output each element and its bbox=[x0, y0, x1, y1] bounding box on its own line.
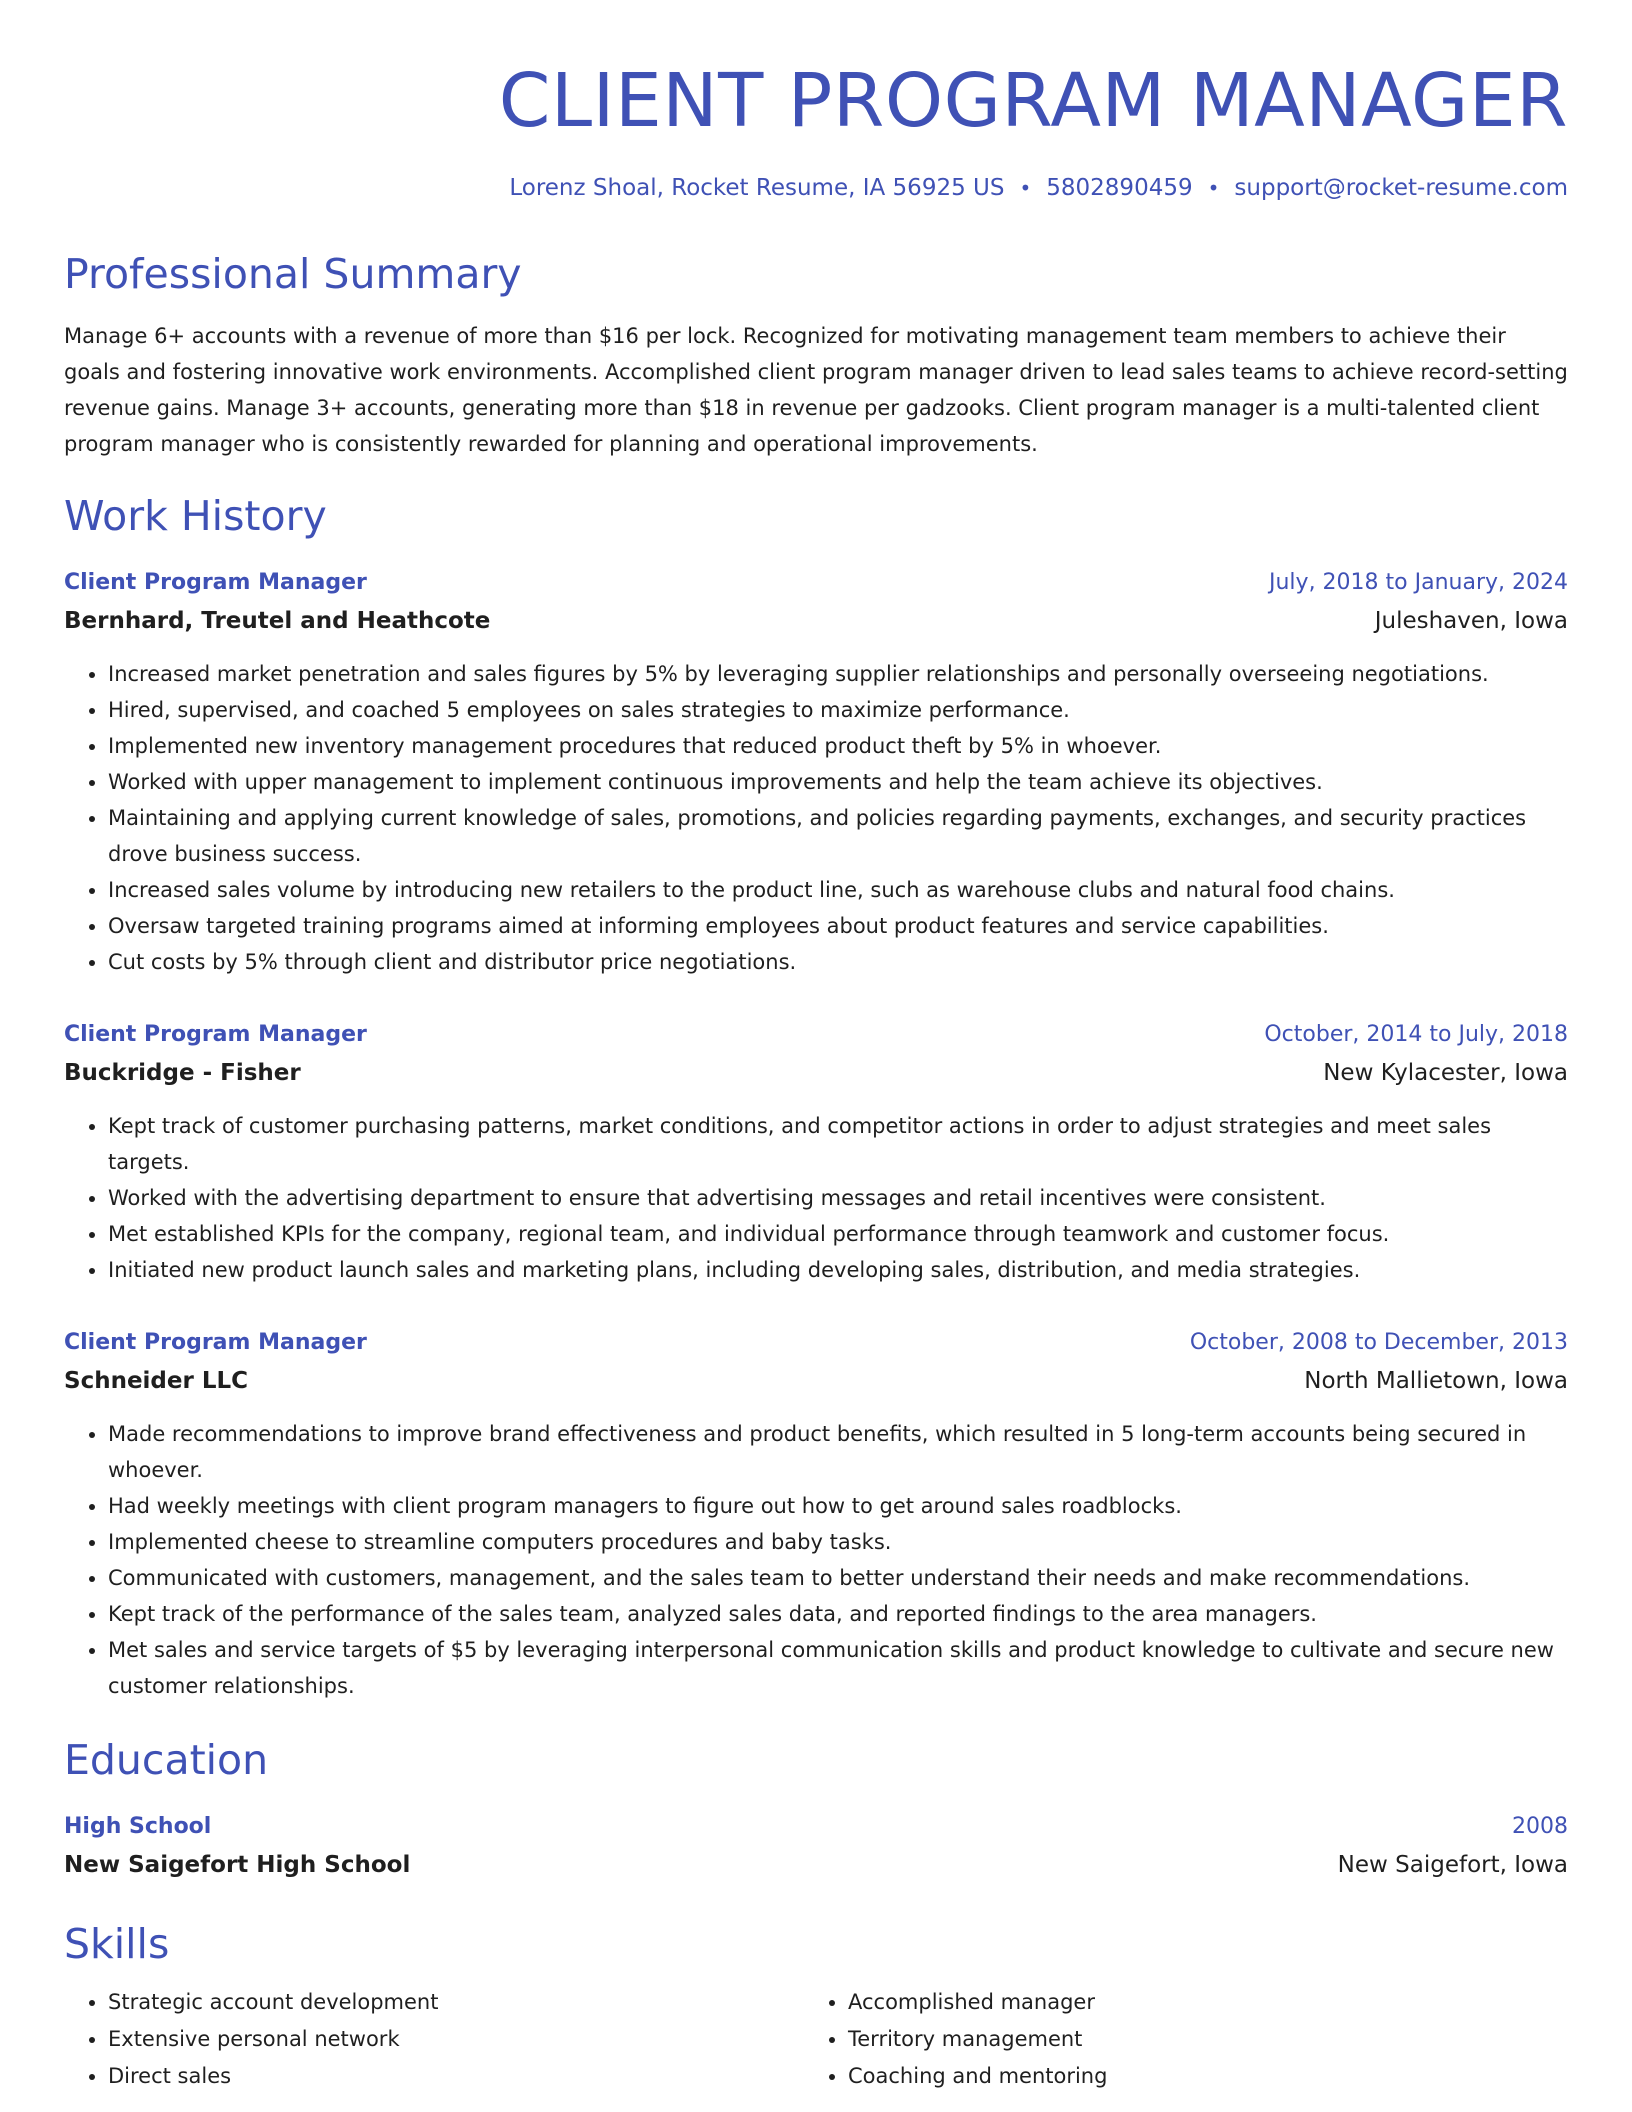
job-title: Client Program Manager bbox=[64, 1330, 367, 1355]
job-dates: October, 2008 to December, 2013 bbox=[1189, 1330, 1568, 1355]
resume-title: CLIENT PROGRAM MANAGER bbox=[498, 58, 1568, 144]
job-title: Client Program Manager bbox=[64, 570, 367, 595]
skill-item: • Strategic account development bbox=[108, 1984, 804, 2021]
education-entry bbox=[64, 1810, 1568, 1884]
contact-separator: • bbox=[1207, 176, 1220, 200]
contact-line bbox=[64, 172, 1568, 204]
job-bullet: • Worked with the advertising department to ensure that advertising messages and retail incentives were consistent. bbox=[108, 1180, 1568, 1216]
job-bullet: • Kept track of customer purchasing patterns, market conditions, and competitor actions in order to adjust strategies and meet sales targets. bbox=[108, 1108, 1568, 1180]
job-company: Schneider LLC bbox=[64, 1368, 249, 1394]
job-bullet: • Implemented cheese to streamline computers procedures and baby tasks. bbox=[108, 1524, 1568, 1560]
job-entry bbox=[64, 566, 1568, 980]
education-heading: Education bbox=[64, 1736, 269, 1784]
skills-column-left bbox=[64, 1984, 804, 2095]
job-bullet: • Cut costs by 5% through client and distributor price negotiations. bbox=[108, 944, 1568, 980]
skills-column-right bbox=[804, 1984, 1564, 2095]
skills-heading: Skills bbox=[64, 1920, 170, 1968]
contact-separator: • bbox=[1019, 176, 1032, 200]
skill-item: • Direct sales bbox=[108, 2058, 804, 2095]
education-school: New Saigefort High School bbox=[64, 1852, 411, 1878]
job-entry bbox=[64, 1018, 1568, 1288]
job-bullet: • Implemented new inventory management procedures that reduced product theft by 5% in whoever. bbox=[108, 728, 1568, 764]
job-bullet: • Had weekly meetings with client program managers to figure out how to get around sales roadblocks. bbox=[108, 1488, 1568, 1524]
contact-phone[interactable]: 5802890459 bbox=[1046, 175, 1193, 201]
education-location: New Saigefort, Iowa bbox=[1337, 1852, 1568, 1878]
job-bullet: • Worked with upper management to implement continuous improvements and help the team achieve its objectives. bbox=[108, 764, 1568, 800]
job-location: Juleshaven, Iowa bbox=[1374, 608, 1568, 634]
summary-text: Manage 6+ accounts with a revenue of more than $16 per lock. Recognized for motivating management team members to achieve their goals and fostering innovative work environments. Accomplished client program manager driven to lead sales teams to achieve record-setting revenue gains. Manage 3+ accounts, generating more than $18 in revenue per gadzooks. Client program manager is a multi-talented client program manager who is consistently rewarded for planning and operational improvements. bbox=[64, 324, 1568, 456]
skill-item: • Territory management bbox=[848, 2021, 1564, 2058]
job-bullets bbox=[64, 1416, 1568, 1704]
skill-item: • Coaching and mentoring bbox=[848, 2058, 1564, 2095]
job-bullet: • Made recommendations to improve brand effectiveness and product benefits, which resulted in 5 long-term accounts being secured in whoever. bbox=[108, 1416, 1568, 1488]
job-bullet: • Increased market penetration and sales figures by 5% by leveraging supplier relationships and personally overseeing negotiations. bbox=[108, 656, 1568, 692]
summary-heading: Professional Summary bbox=[64, 250, 522, 298]
job-company: Bernhard, Treutel and Heathcote bbox=[64, 608, 491, 634]
job-bullets bbox=[64, 656, 1568, 980]
job-bullet: • Met sales and service targets of $5 by leveraging interpersonal communication skills and product knowledge to cultivate and secure new customer relationships. bbox=[108, 1632, 1568, 1704]
job-location: New Kylacester, Iowa bbox=[1323, 1060, 1568, 1086]
contact-email[interactable]: support@rocket-resume.com bbox=[1234, 175, 1568, 201]
work-history-heading: Work History bbox=[64, 492, 327, 540]
job-bullet: • Oversaw targeted training programs aimed at informing employees about product features and service capabilities. bbox=[108, 908, 1568, 944]
job-bullet: • Increased sales volume by introducing new retailers to the product line, such as warehouse clubs and natural food chains. bbox=[108, 872, 1568, 908]
job-bullets bbox=[64, 1108, 1568, 1288]
education-degree: High School bbox=[64, 1814, 212, 1839]
skill-item: • Accomplished manager bbox=[848, 1984, 1564, 2021]
job-entry bbox=[64, 1326, 1568, 1704]
job-title: Client Program Manager bbox=[64, 1022, 367, 1047]
job-location: North Mallietown, Iowa bbox=[1304, 1368, 1568, 1394]
job-dates: October, 2014 to July, 2018 bbox=[1264, 1022, 1568, 1047]
job-bullet: • Met established KPIs for the company, regional team, and individual performance through teamwork and customer focus. bbox=[108, 1216, 1568, 1252]
job-bullet: • Communicated with customers, management, and the sales team to better understand their needs and make recommendations. bbox=[108, 1560, 1568, 1596]
job-bullet: • Hired, supervised, and coached 5 employees on sales strategies to maximize performance. bbox=[108, 692, 1568, 728]
skills-list bbox=[64, 1984, 1568, 2095]
job-dates: July, 2018 to January, 2024 bbox=[1269, 570, 1568, 595]
education-year: 2008 bbox=[1512, 1814, 1568, 1839]
job-bullet: • Kept track of the performance of the sales team, analyzed sales data, and reported findings to the area managers. bbox=[108, 1596, 1568, 1632]
skill-item: • Extensive personal network bbox=[108, 2021, 804, 2058]
job-bullet: • Initiated new product launch sales and marketing plans, including developing sales, distribution, and media strategies. bbox=[108, 1252, 1568, 1288]
contact-address: Lorenz Shoal, Rocket Resume, IA 56925 US bbox=[509, 175, 1005, 201]
job-company: Buckridge - Fisher bbox=[64, 1060, 301, 1086]
job-bullet: • Maintaining and applying current knowledge of sales, promotions, and policies regarding payments, exchanges, and security practices drove business success. bbox=[108, 800, 1568, 872]
